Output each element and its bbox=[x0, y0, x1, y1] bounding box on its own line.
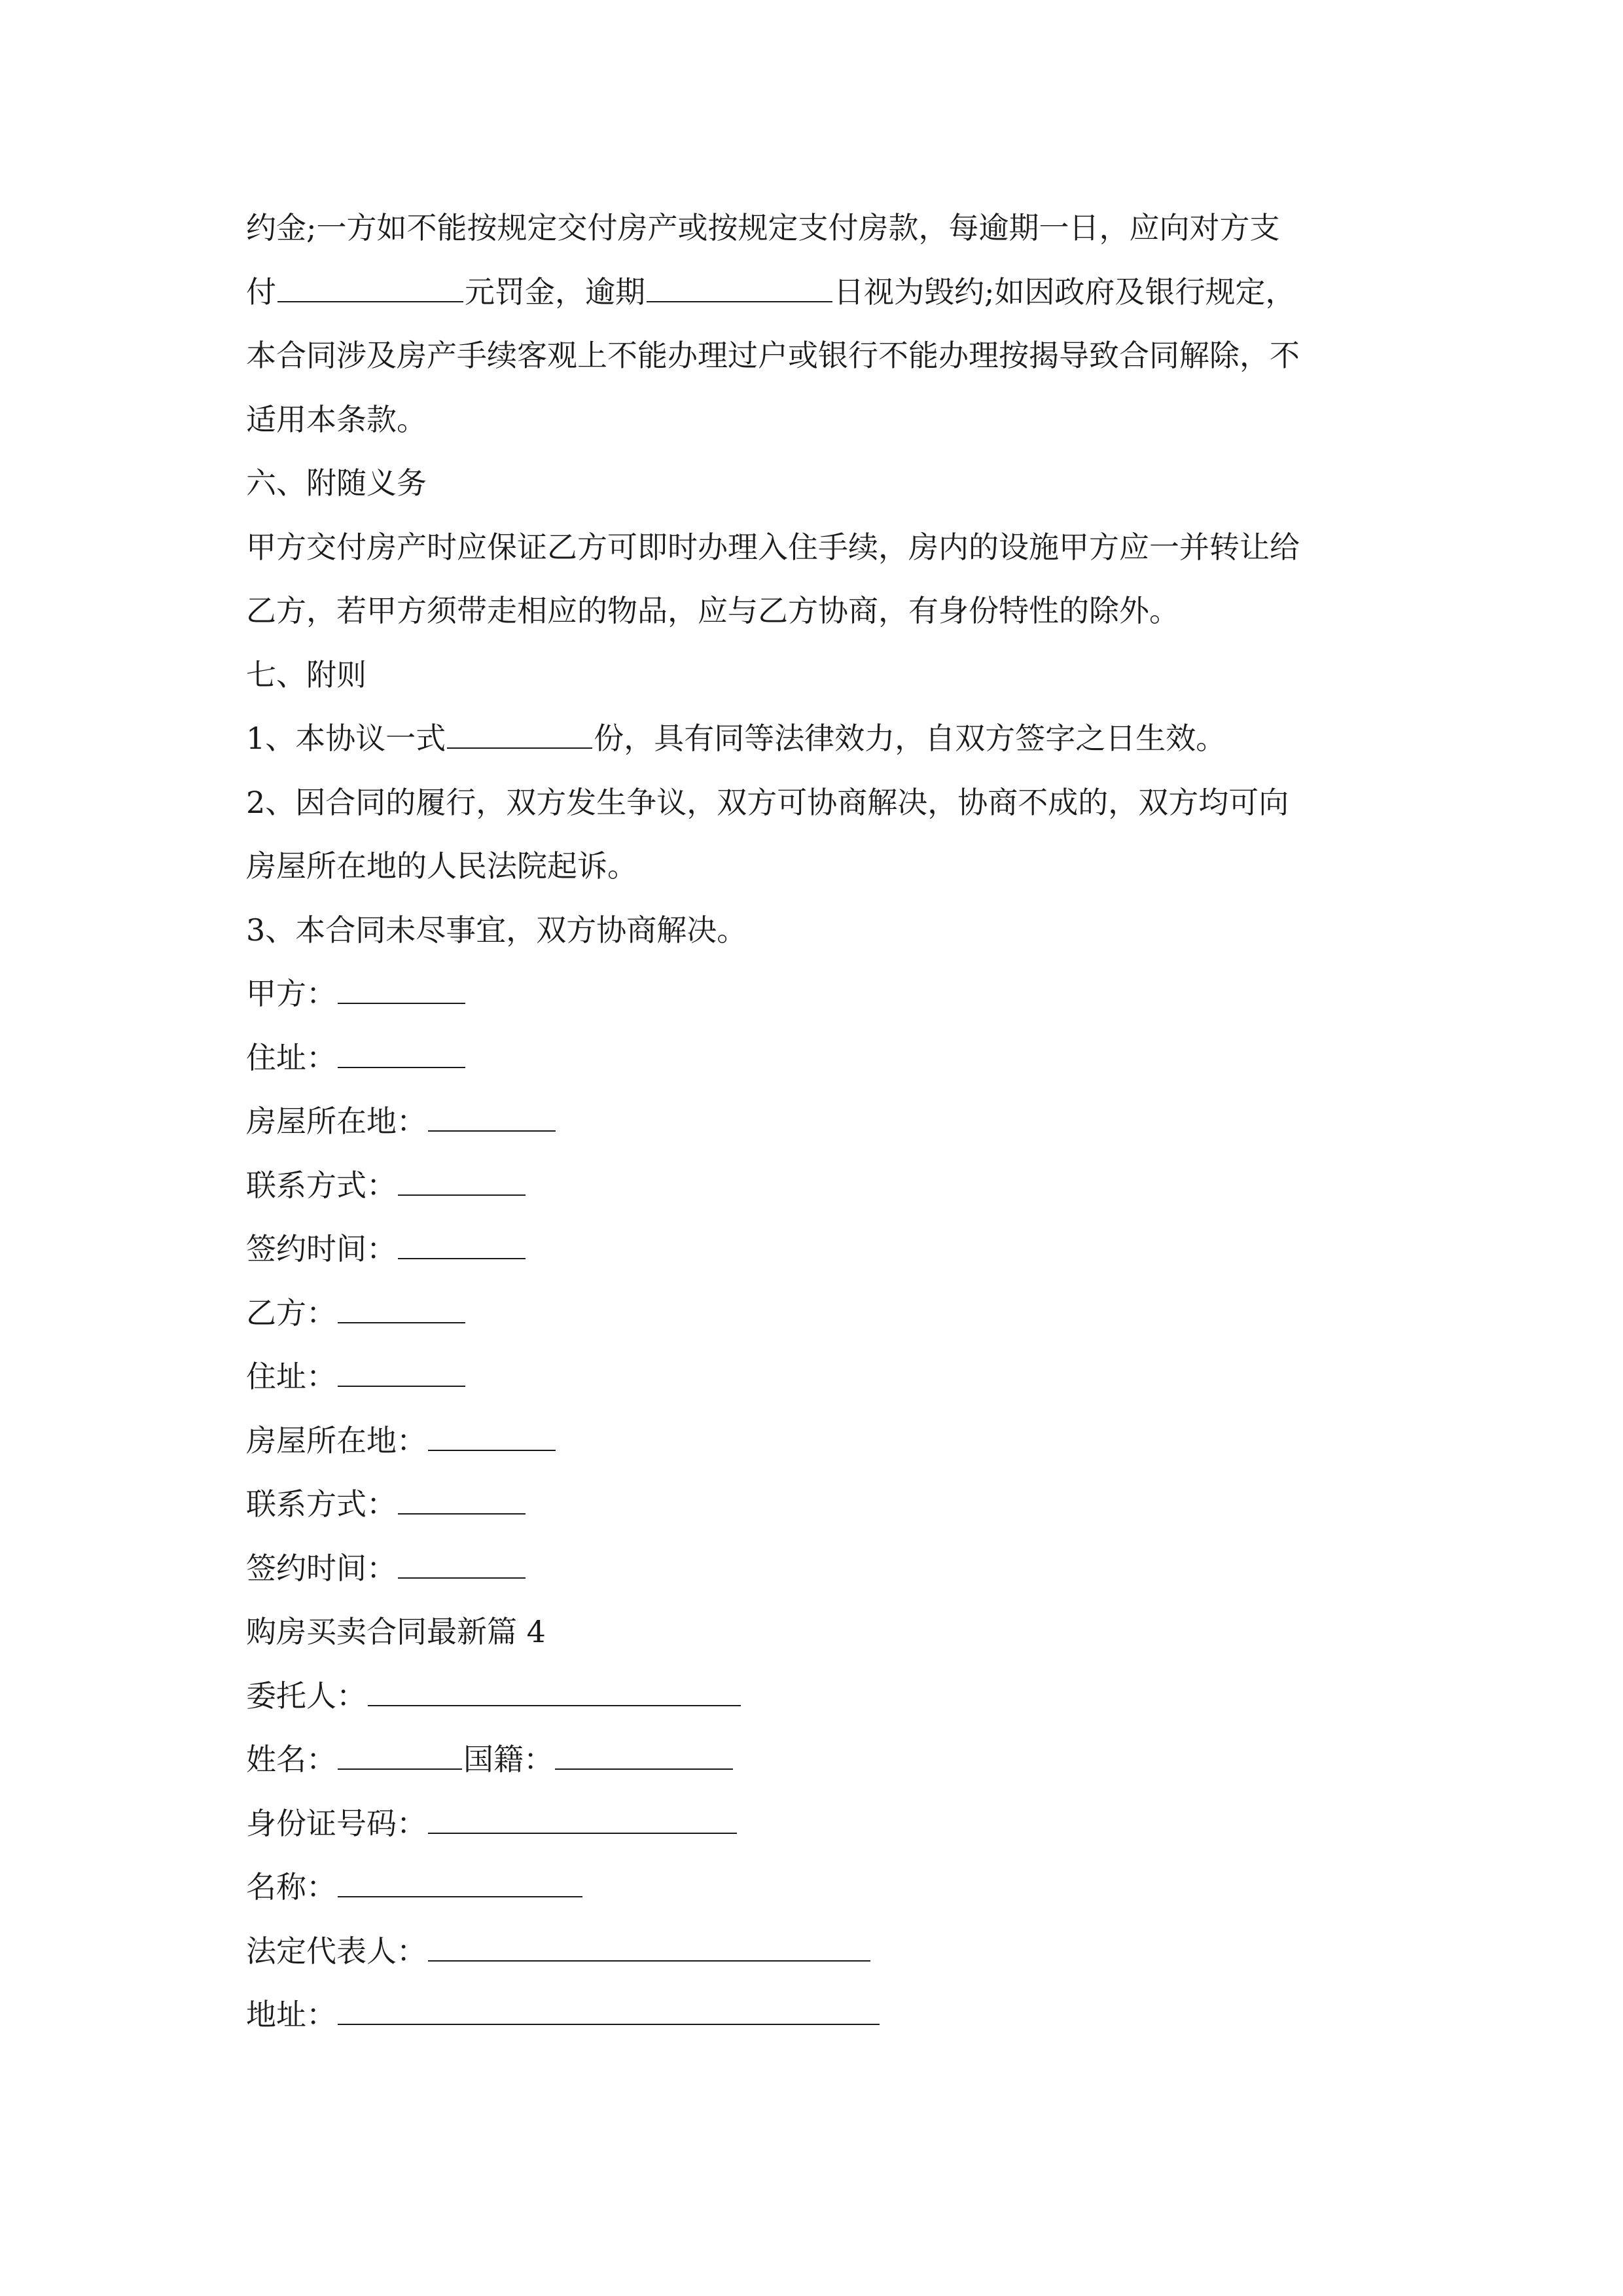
party-b-location-blank[interactable] bbox=[428, 1412, 556, 1451]
text: 适用本条款。 bbox=[246, 401, 427, 437]
party-b-name-row bbox=[246, 1282, 1378, 1346]
party-b-contact-blank[interactable] bbox=[398, 1475, 526, 1515]
section6-heading bbox=[246, 452, 1378, 516]
breach-line-2 bbox=[246, 260, 1378, 325]
text: 3、本合同未尽事宜，双方协商解决。 bbox=[246, 912, 747, 948]
name-blank[interactable] bbox=[338, 1731, 462, 1770]
section6-line-2 bbox=[246, 579, 1378, 643]
text: 乙方，若甲方须带走相应的物品，应与乙方协商，有身份特性的除外。 bbox=[246, 593, 1179, 628]
text: 1、本协议一式 bbox=[246, 721, 446, 756]
breach-line-4 bbox=[246, 388, 1378, 452]
text: 约金;一方如不能按规定交付房产或按规定支付房款，每逾期一日，应向对方支 bbox=[246, 210, 1280, 245]
address-row bbox=[246, 1983, 1378, 2047]
section7-item-1 bbox=[246, 707, 1378, 771]
party-a-name-blank[interactable] bbox=[338, 965, 465, 1004]
label: 房屋所在地： bbox=[246, 1103, 427, 1139]
section7-heading bbox=[246, 643, 1378, 708]
label: 住址： bbox=[246, 1039, 336, 1075]
text: 付 bbox=[246, 274, 276, 310]
label: 签约时间： bbox=[246, 1231, 397, 1266]
document-page bbox=[246, 196, 1378, 2047]
text: 日视为毁约;如因政府及银行规定， bbox=[834, 274, 1296, 310]
label: 姓名： bbox=[246, 1742, 336, 1777]
heading-text: 七、附则 bbox=[246, 656, 366, 692]
party-b-contact-row bbox=[246, 1473, 1378, 1537]
breach-line-3 bbox=[246, 324, 1378, 388]
penalty-amount-blank[interactable] bbox=[277, 263, 463, 302]
title-text: 购房买卖合同最新篇 4 bbox=[246, 1614, 546, 1649]
section7-item-2-line-2 bbox=[246, 834, 1378, 899]
label: 甲方： bbox=[246, 976, 336, 1011]
text: 本合同涉及房产手续客观上不能办理过户或银行不能办理按揭导致合同解除，不 bbox=[246, 338, 1300, 373]
label: 法定代表人： bbox=[246, 1933, 427, 1969]
text: 2、因合同的履行，双方发生争议，双方可协商解决，协商不成的，双方均可向 bbox=[246, 784, 1289, 820]
section7-item-2-line-1 bbox=[246, 771, 1378, 835]
party-a-location-blank[interactable] bbox=[428, 1092, 556, 1132]
party-b-date-blank[interactable] bbox=[398, 1539, 526, 1579]
party-b-address-row bbox=[246, 1345, 1378, 1409]
principal-blank[interactable] bbox=[368, 1667, 741, 1706]
label: 委托人： bbox=[246, 1677, 366, 1713]
label: 联系方式： bbox=[246, 1486, 397, 1522]
party-a-address-row bbox=[246, 1026, 1378, 1090]
address-blank[interactable] bbox=[338, 1986, 880, 2025]
legal-rep-row bbox=[246, 1920, 1378, 1984]
nationality-blank[interactable] bbox=[555, 1731, 733, 1770]
label: 签约时间： bbox=[246, 1550, 397, 1586]
section6-line-1 bbox=[246, 516, 1378, 580]
label: 乙方： bbox=[246, 1295, 336, 1331]
label: 国籍： bbox=[463, 1742, 554, 1777]
label: 联系方式： bbox=[246, 1167, 397, 1203]
label: 地址： bbox=[246, 1997, 336, 2032]
party-a-contact-blank[interactable] bbox=[398, 1157, 526, 1196]
party-b-date-row bbox=[246, 1537, 1378, 1601]
text: 甲方交付房产时应保证乙方可即时办理入住手续，房内的设施甲方应一并转让给 bbox=[246, 529, 1300, 565]
id-number-row bbox=[246, 1792, 1378, 1856]
breach-line-1 bbox=[246, 196, 1378, 260]
principal-row bbox=[246, 1664, 1378, 1729]
party-a-address-blank[interactable] bbox=[338, 1029, 465, 1068]
label: 住址： bbox=[246, 1359, 336, 1394]
contract4-title bbox=[246, 1600, 1378, 1664]
section7-item-3 bbox=[246, 899, 1378, 963]
id-number-blank[interactable] bbox=[428, 1795, 737, 1834]
text: 元罚金，逾期 bbox=[465, 274, 645, 310]
org-name-row bbox=[246, 1856, 1378, 1920]
party-a-date-row bbox=[246, 1217, 1378, 1282]
party-a-name-row bbox=[246, 962, 1378, 1026]
legal-rep-blank[interactable] bbox=[428, 1922, 870, 1962]
party-b-location-row bbox=[246, 1409, 1378, 1473]
text: 房屋所在地的人民法院起诉。 bbox=[246, 848, 637, 884]
party-b-address-blank[interactable] bbox=[338, 1348, 465, 1387]
overdue-days-blank[interactable] bbox=[647, 263, 832, 302]
name-nationality-row bbox=[246, 1728, 1378, 1792]
copies-count-blank[interactable] bbox=[447, 709, 592, 749]
party-a-date-blank[interactable] bbox=[398, 1220, 526, 1259]
label: 身份证号码： bbox=[246, 1805, 427, 1841]
party-a-contact-row bbox=[246, 1154, 1378, 1218]
label: 名称： bbox=[246, 1869, 336, 1905]
text: 份，具有同等法律效力，自双方签字之日生效。 bbox=[594, 721, 1226, 756]
party-b-name-blank[interactable] bbox=[338, 1284, 465, 1323]
org-name-blank[interactable] bbox=[338, 1858, 582, 1897]
label: 房屋所在地： bbox=[246, 1422, 427, 1458]
heading-text: 六、附随义务 bbox=[246, 465, 427, 501]
party-a-location-row bbox=[246, 1090, 1378, 1154]
